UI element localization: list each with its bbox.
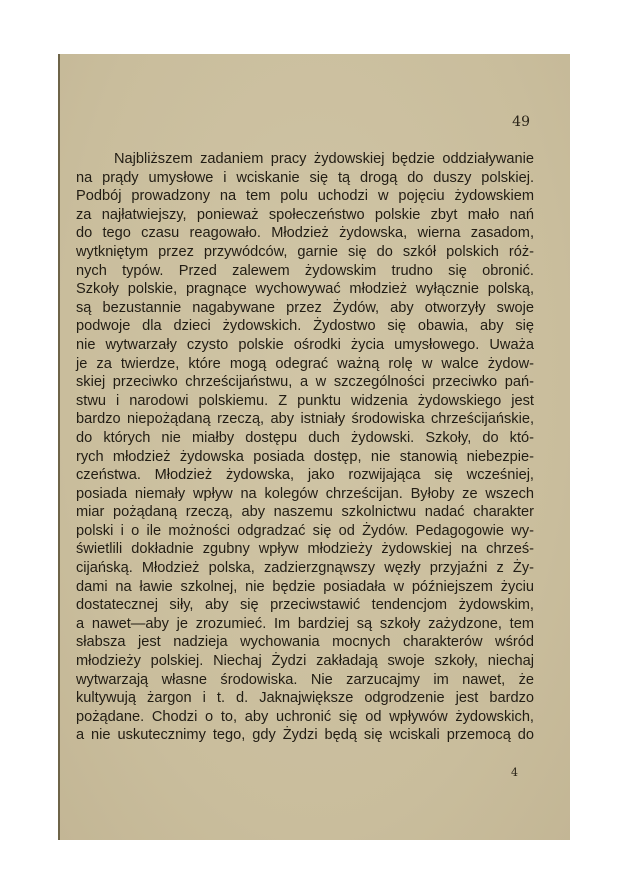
text-line: są bezustannie nagabywane przez Żydów, aby otworzyły swoje (76, 299, 534, 316)
text-line: Szkoły polskie, pragnące wychowywać młodzież wyłącznie polską, (76, 281, 534, 298)
text-line: do tego czasu reagowało. Młodzież żydowska, wierna zasadom, (76, 225, 534, 242)
text-line: skiej przeciwko chrześcijaństwu, a w szczególności przeciwko pań- (76, 374, 534, 391)
text-line: podwoje dla dzieci żydowskich. Żydostwo się obawia, aby się (76, 318, 534, 335)
text-line: bardzo niepożądaną rzeczą, aby istniały środowiska chrześcijańskie, (76, 411, 534, 428)
text-line: a nawet—aby je zrozumieć. Im bardziej są szkoły zażydzone, tem (76, 615, 534, 632)
text-line: młodzieży polskiej. Niechaj Żydzi zakładają swoje szkoły, niechaj (76, 653, 534, 670)
text-line: stwu i narodowi polskiemu. Z punktu widzenia żydowskiego jest (76, 392, 534, 409)
signature-mark: 4 (511, 766, 518, 779)
text-line: Podbój prowadzony na tem polu uchodzi w pojęciu żydowskiem (76, 188, 534, 205)
book-page (58, 54, 570, 840)
text-line: polski i o ile możności odgradzać się od Żydów. Pedagogowie wy- (76, 522, 534, 539)
text-line: posiada niemały wpływ na kolegów chrześcijan. Byłoby ze wszech (76, 485, 534, 502)
text-line: Najbliższem zadaniem pracy żydowskiej będzie oddziaływanie (114, 151, 534, 167)
text-line: wytkniętym przez przywódców, garnie się do szkół polskich róż- (76, 243, 534, 260)
text-line: nych typów. Przed zalewem żydowskim trudno się obronić. (76, 262, 534, 279)
text-line: rych młodzież żydowska posiada dostęp, nie stanowią niebezpie- (76, 448, 534, 465)
text-line: słabsza jest nadzieja wychowania mocnych charakterów wśród (76, 634, 534, 651)
text-line: miar pożądaną rzeczą, aby naszemu szkolnictwu nadać charakter (76, 504, 534, 521)
text-line: świetlili dokładnie zgubny wpływ młodzieży żydowskiej na chrześ- (76, 541, 534, 558)
text-line: do których nie miałby dostępu duch żydowski. Szkoły, do któ- (76, 429, 534, 446)
text-line: je za twierdze, które mogą odegrać ważną rolę w walce żydow- (76, 355, 534, 372)
text-line: czeństwa. Młodzież żydowska, jako rozwijająca się wcześniej, (76, 467, 534, 484)
text-line: dami na ławie szkolnej, nie będzie posiadała w późniejszem życiu (76, 578, 534, 595)
body-text (76, 150, 534, 745)
text-line: cijańską. Młodzież polska, zadzierzgnąwszy węzły przyjaźni z Ży- (76, 560, 534, 577)
text-line: pożądane. Chodzi o to, aby uchronić się od wpływów żydowskich, (76, 708, 534, 725)
text-line: nie wytwarzały czysto polskie ośrodki życia umysłowego. Uważa (76, 336, 534, 353)
page-number: 49 (512, 114, 530, 130)
text-line: kultywują żargon i t. d. Jaknajwiększe odgrodzenie jest bardzo (76, 690, 534, 707)
text-line: za najłatwiejszy, ponieważ społeczeństwo polskie zbyt mało nań (76, 206, 534, 223)
text-line: dostatecznej siły, aby się przeciwstawić tendencjom żydowskim, (76, 597, 534, 614)
text-line: na prądy umysłowe i wciskanie się tą drogą do duszy polskiej. (76, 169, 534, 186)
text-line: a nie uskutecznimy tego, gdy Żydzi będą się wciskali przemocą do (76, 727, 534, 744)
text-line: wytwarzają własne środowiska. Nie zarzucajmy im nawet, że (76, 671, 534, 688)
